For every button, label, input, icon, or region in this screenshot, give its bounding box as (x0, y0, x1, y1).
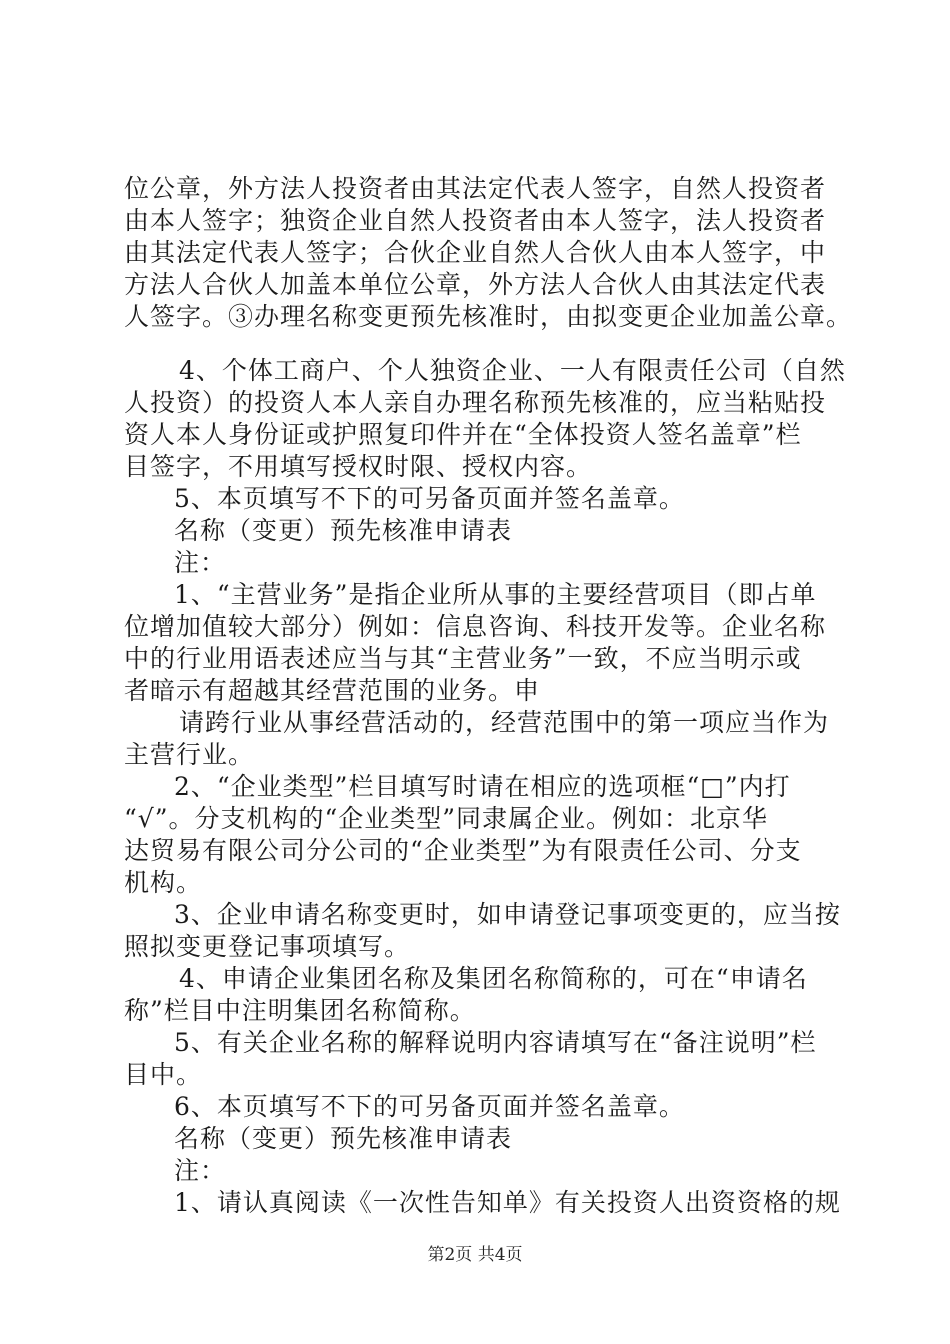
text-line: 3、企业申请名称变更时，如申请登记事项变更的，应当按 (174, 900, 841, 929)
page-footer: 第2页 共4页 (427, 1245, 523, 1265)
text-line: 注： (174, 1156, 227, 1185)
text-line: 名称（变更）预先核准申请表 (174, 1124, 513, 1153)
document-body (124, 173, 853, 1219)
text-line: 4、个体工商户、个人独资企业、一人有限责任公司（自然 (179, 356, 846, 385)
text-line: 1、请认真阅读《一次性告知单》有关投资人出资资格的规 (174, 1188, 841, 1217)
text-line: 4、申请企业集团名称及集团名称简称的，可在“申请名 (179, 964, 808, 993)
text-line: 照拟变更登记事项填写。 (124, 932, 411, 961)
text-line: 由其法定代表人签字；合伙企业自然人合伙人由本人签字，中 (124, 238, 827, 267)
text-line: 人投资）的投资人本人亲自办理名称预先核准的，应当粘贴投 (124, 388, 827, 417)
paragraph-gap (124, 333, 836, 355)
text-line: 主营行业。 (124, 740, 255, 769)
text-line: 资人本人身份证或护照复印件并在“全体投资人签名盖章”栏 (124, 420, 802, 449)
text-line: “√”。分支机构的“企业类型”同隶属企业。例如：北京华 (124, 804, 769, 833)
text-line: 位增加值较大部分）例如：信息咨询、科技开发等。企业名称 (124, 612, 827, 641)
text-line: 名称（变更）预先核准申请表 (174, 516, 513, 545)
text-line: 方法人合伙人加盖本单位公章，外方法人合伙人由其法定代表 (124, 270, 827, 299)
text-line: 6、本页填写不下的可另备页面并签名盖章。 (174, 1092, 685, 1121)
text-line: 请跨行业从事经营活动的，经营范围中的第一项应当作为 (179, 708, 830, 737)
text-line: 2、“企业类型”栏目填写时请在相应的选项框“□”内打 (174, 772, 791, 801)
text-line: 机构。 (124, 868, 203, 897)
text-line: 1、“主营业务”是指企业所从事的主要经营项目（即占单 (174, 580, 817, 609)
text-line: 目签字，不用填写授权时限、授权内容。 (124, 452, 593, 481)
text-line: 中的行业用语表述应当与其“主营业务”一致，不应当明示或 (124, 644, 802, 673)
text-line: 达贸易有限公司分公司的“企业类型”为有限责任公司、分支 (124, 836, 802, 865)
text-line: 5、有关企业名称的解释说明内容请填写在“备注说明”栏 (174, 1028, 817, 1057)
text-line: 称”栏目中注明集团名称简称。 (124, 996, 476, 1025)
text-line: 5、本页填写不下的可另备页面并签名盖章。 (174, 484, 685, 513)
text-line: 位公章，外方法人投资者由其法定代表人签字，自然人投资者 (124, 174, 827, 203)
text-line: 目中。 (124, 1060, 203, 1089)
text-line: 注： (174, 548, 227, 577)
text-line: 人签字。③办理名称变更预先核准时，由拟变更企业加盖公章。 (124, 302, 853, 331)
text-line: 由本人签字；独资企业自然人投资者由本人签字，法人投资者 (124, 206, 827, 235)
text-line: 者暗示有超越其经营范围的业务。申 (124, 676, 541, 705)
